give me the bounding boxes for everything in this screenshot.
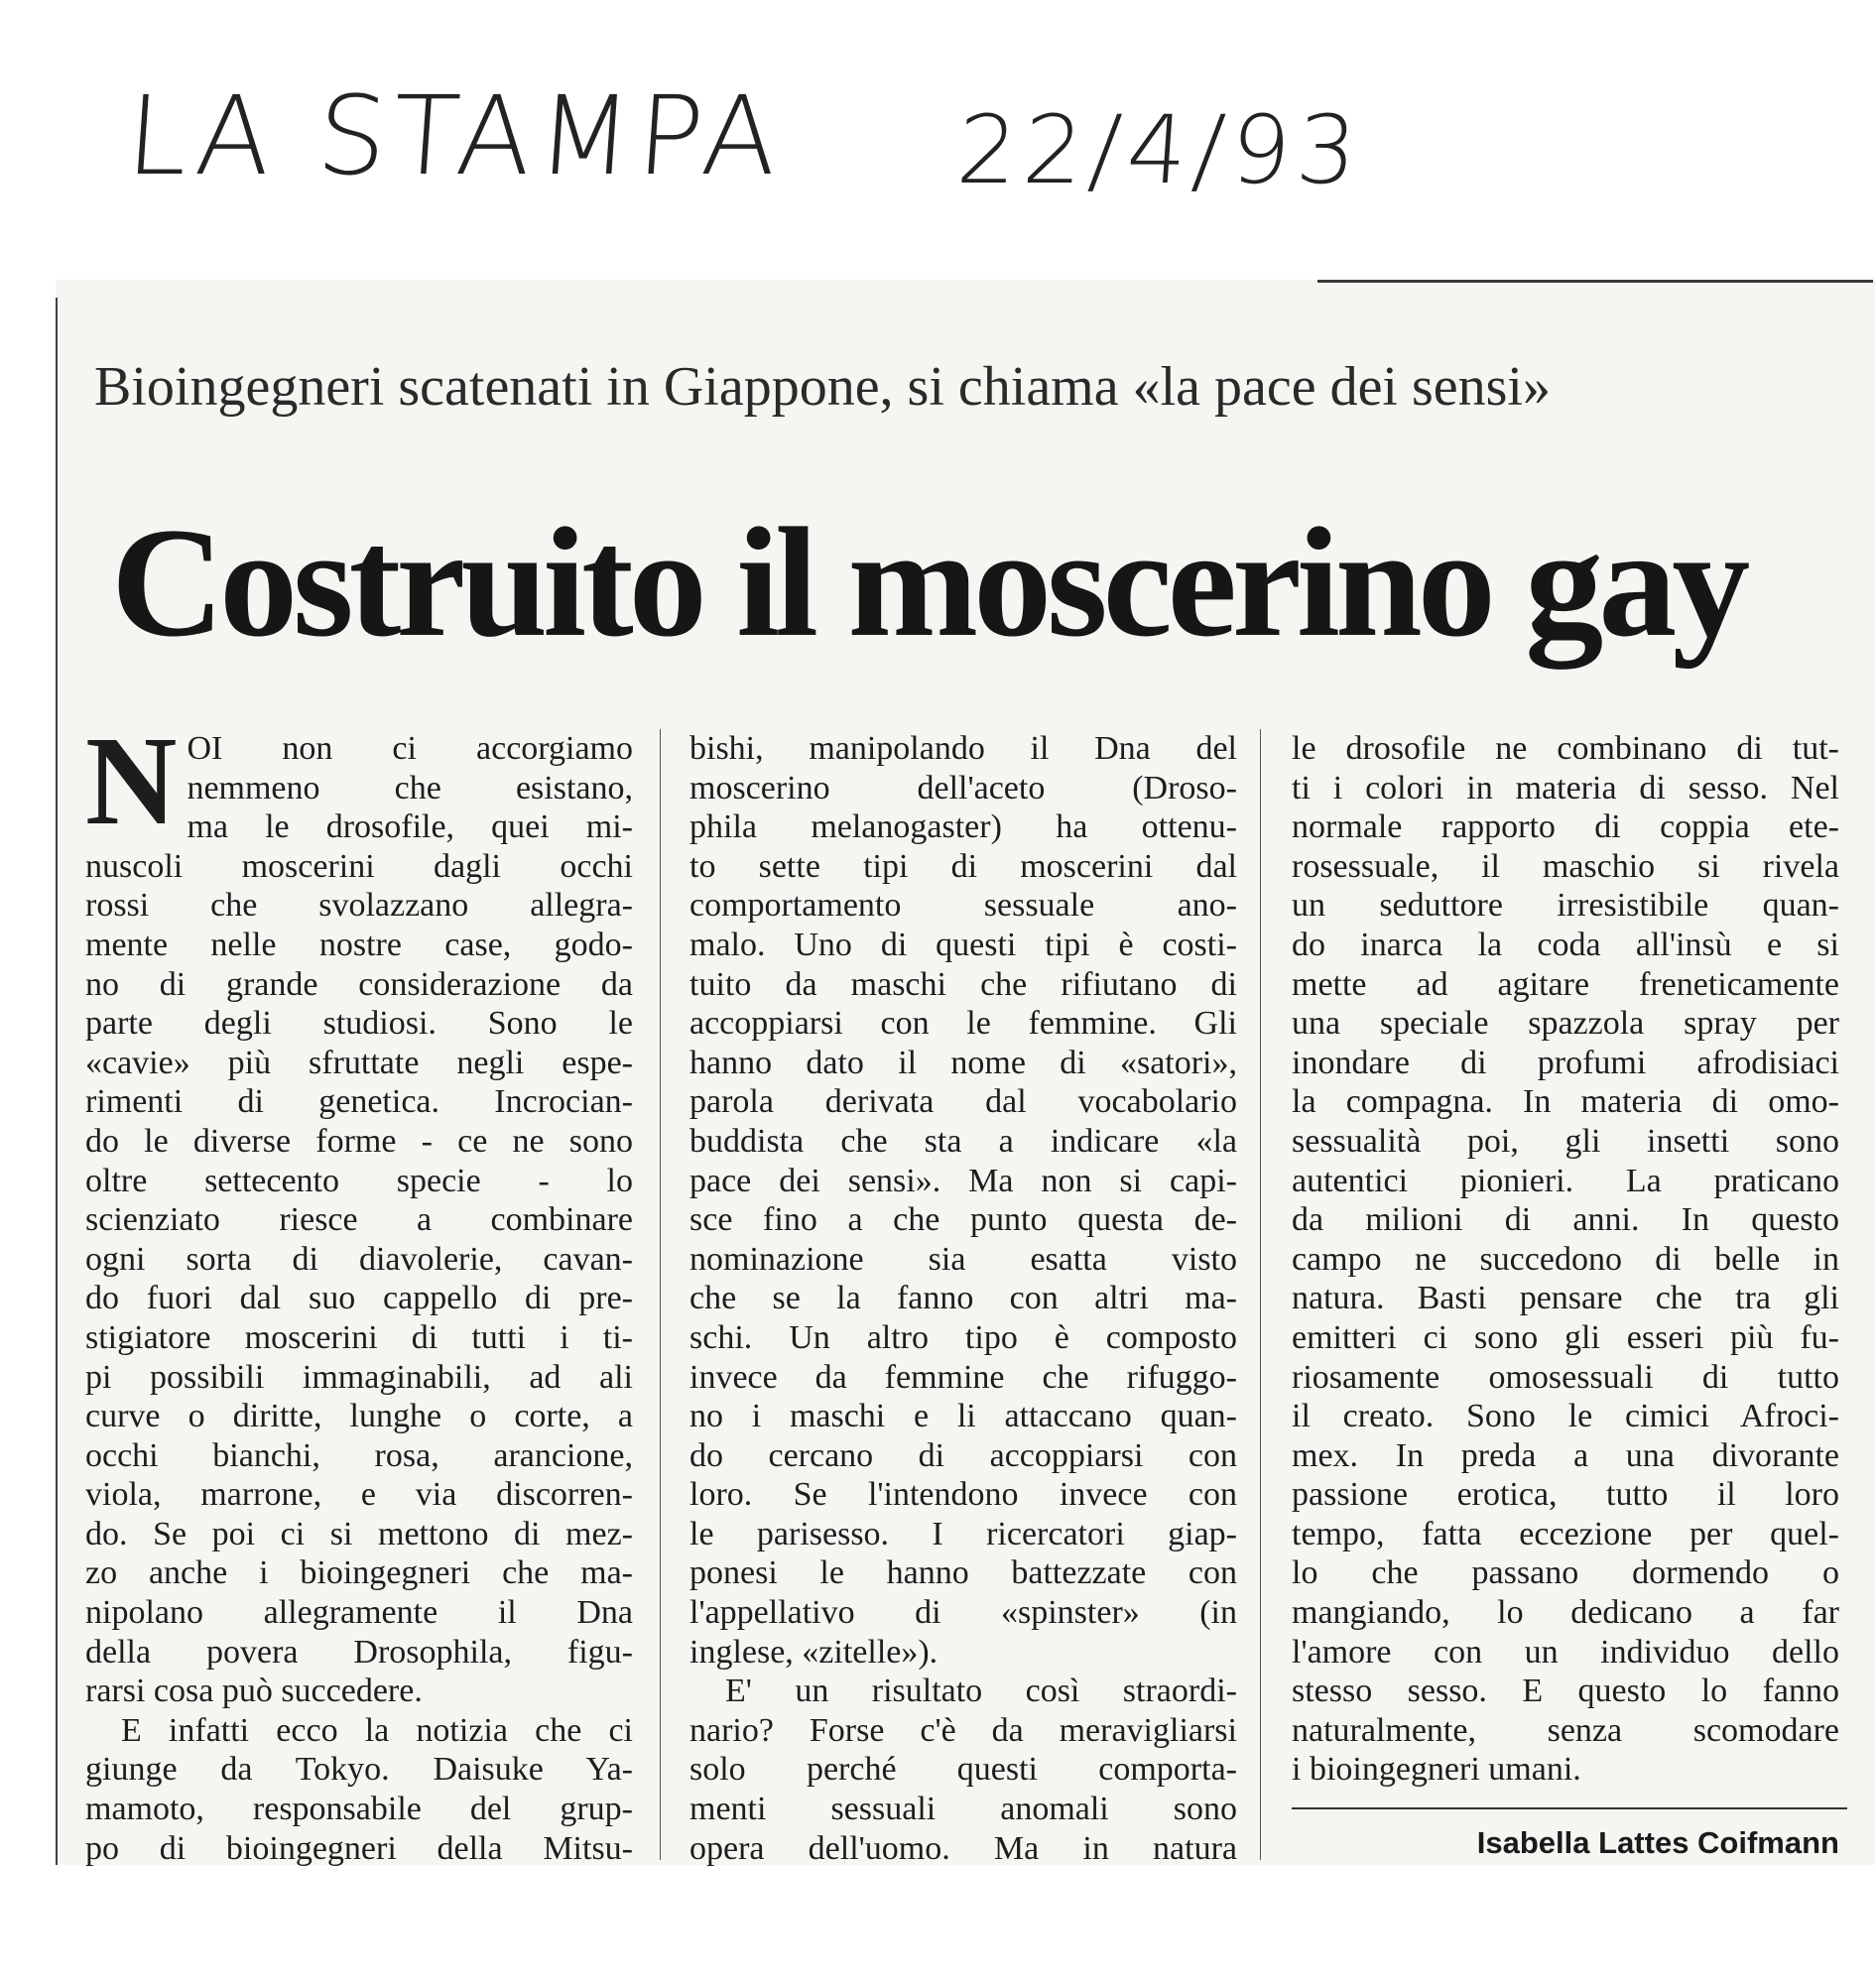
text-line: l'amore con un individuo dello (1292, 1633, 1839, 1671)
text-line: nipolano allegramente il Dna (85, 1594, 633, 1632)
text-line: tempo, fatta eccezione per quel- (1292, 1515, 1839, 1552)
text-line: do fuori dal suo cappello di pre- (85, 1280, 633, 1317)
text-line: stigiatore moscerini di tutti i ti- (85, 1318, 633, 1356)
text-line: ogni sorta di diavolerie, cavan- (85, 1240, 633, 1278)
column-rule (1260, 729, 1261, 1860)
text-line: E infatti ecco la notizia che ci (121, 1711, 633, 1749)
text-line: campo ne succedono di belle in (1292, 1240, 1839, 1278)
text-line: mette ad agitare freneticamente (1292, 965, 1839, 1003)
text-line: sessualità poi, gli insetti sono (1292, 1122, 1839, 1160)
text-line: nario? Forse c'è da meravigliarsi (689, 1711, 1237, 1749)
text-line: opera dell'uomo. Ma in natura (689, 1829, 1237, 1867)
text-line: sce fino a che punto questa de- (689, 1201, 1237, 1239)
text-line: do cercano di accoppiarsi con (689, 1436, 1237, 1474)
text-line: la compagna. In materia di omo- (1292, 1083, 1839, 1121)
text-line: comportamento sessuale ano- (689, 887, 1237, 925)
column-rule (660, 729, 661, 1860)
headline: Costruito il moscerino gay (111, 496, 1746, 670)
text-line: rosessuale, il maschio si rivela (1292, 847, 1839, 885)
text-line: bishi, manipolando il Dna del (689, 730, 1237, 767)
text-line: mamoto, responsabile del grup- (85, 1791, 633, 1828)
text-line: nuscoli moscerini dagli occhi (85, 847, 633, 885)
text-line: le parisesso. I ricercatori giap- (689, 1515, 1237, 1552)
text-line: le drosofile ne combinano di tut- (1292, 730, 1839, 767)
text-line: una speciale spazzola spray per (1292, 1005, 1839, 1043)
left-rule (56, 298, 58, 1865)
top-rule (1317, 280, 1873, 283)
text-line: nominazione sia esatta visto (689, 1240, 1237, 1278)
subheadline: Bioingegneri scatenati in Giappone, si chiama «la pace dei sensi» (94, 356, 1551, 418)
text-line: viola, marrone, e via discorren- (85, 1476, 633, 1514)
text-line: tuito da maschi che rifiutano di (689, 965, 1237, 1003)
text-line: nemmeno che esistano, (187, 769, 633, 806)
text-line: occhi bianchi, rosa, arancione, (85, 1436, 633, 1474)
article-column-3 (1292, 729, 1839, 1790)
text-line: passione erotica, tutto il loro (1292, 1476, 1839, 1514)
text-line: un seduttore irresistibile quan- (1292, 887, 1839, 925)
text-line: menti sessuali anomali sono (689, 1791, 1237, 1828)
text-line: ponesi le hanno battezzate con (689, 1554, 1237, 1592)
text-line: malo. Uno di questi tipi è costi- (689, 926, 1237, 963)
text-line: natura. Basti pensare che tra gli (1292, 1280, 1839, 1317)
text-line: mangiando, lo dedicano a far (1292, 1594, 1839, 1632)
text-line: schi. Un altro tipo è composto (689, 1318, 1237, 1356)
text-line: do le diverse forme - ce ne sono (85, 1122, 633, 1160)
text-line: «cavie» più sfruttate negli espe- (85, 1044, 633, 1081)
text-line: po di bioingegneri della Mitsu- (85, 1829, 633, 1867)
text-line: solo perché questi comporta- (689, 1751, 1237, 1789)
text-line: no i maschi e li attaccano quan- (689, 1398, 1237, 1435)
text-line: moscerino dell'aceto (Droso- (689, 769, 1237, 806)
text-line: inglese, «zitelle»). (689, 1633, 938, 1671)
article-column-2 (689, 729, 1237, 1868)
text-line: giunge da Tokyo. Daisuke Ya- (85, 1751, 633, 1789)
drop-cap: N (85, 710, 178, 851)
text-line: inondare di profumi afrodisiaci (1292, 1044, 1839, 1081)
text-line: lo che passano dormendo o (1292, 1554, 1839, 1592)
text-line: buddista che sta a indicare «la (689, 1122, 1237, 1160)
text-line: rimenti di genetica. Incrocian- (85, 1083, 633, 1121)
text-line: mente nelle nostre case, godo- (85, 926, 633, 963)
article-column-1 (85, 710, 633, 1868)
text-line: invece da femmine che rifuggo- (689, 1358, 1237, 1396)
text-line: stesso sesso. E questo lo fanno (1292, 1673, 1839, 1710)
text-line: della povera Drosophila, figu- (85, 1633, 633, 1671)
text-line: no di grande considerazione da (85, 965, 633, 1003)
byline-rule (1292, 1807, 1847, 1809)
text-line: phila melanogaster) ha ottenu- (689, 808, 1237, 846)
text-line: zo anche i bioingegneri che ma- (85, 1554, 633, 1592)
text-line: naturalmente, senza scomodare (1292, 1711, 1839, 1749)
text-line: parola derivata dal vocabolario (689, 1083, 1237, 1121)
text-line: da milioni di anni. In questo (1292, 1201, 1839, 1239)
text-line: rossi che svolazzano allegra- (85, 887, 633, 925)
text-line: emitteri ci sono gli esseri più fu- (1292, 1318, 1839, 1356)
text-line: accoppiarsi con le femmine. Gli (689, 1005, 1237, 1043)
text-line: oltre settecento specie - lo (85, 1162, 633, 1199)
text-line: do. Se poi ci si mettono di mez- (85, 1515, 633, 1552)
text-line: ma le drosofile, quei mi- (187, 808, 633, 846)
text-line: il creato. Sono le cimici Afroci- (1292, 1398, 1839, 1435)
byline: Isabella Lattes Coifmann (1476, 1825, 1839, 1860)
text-line: rarsi cosa può succedere. (85, 1673, 423, 1710)
text-line: autentici pionieri. La praticano (1292, 1162, 1839, 1199)
text-line: E' un risultato così straordi- (725, 1673, 1237, 1710)
handwritten-newspaper-name: LA STAMPA (122, 72, 788, 199)
text-line: mex. In preda a una divorante (1292, 1436, 1839, 1474)
text-line: do inarca la coda all'insù e si (1292, 926, 1839, 963)
text-line: hanno dato il nome di «satori», (689, 1044, 1237, 1081)
text-line: curve o diritte, lunghe o corte, a (85, 1398, 633, 1435)
text-line: OI non ci accorgiamo (187, 730, 633, 767)
handwritten-date: 22/4/93 (953, 96, 1367, 205)
text-line: che se la fanno con altri ma- (689, 1280, 1237, 1317)
text-line: i bioingegneri umani. (1292, 1751, 1581, 1789)
text-line: pi possibili immaginabili, ad ali (85, 1358, 633, 1396)
text-line: pace dei sensi». Ma non si capi- (689, 1162, 1237, 1199)
text-line: normale rapporto di coppia ete- (1292, 808, 1839, 846)
text-line: l'appellativo di «spinster» (in (689, 1594, 1237, 1632)
text-line: ti i colori in materia di sesso. Nel (1292, 769, 1839, 806)
text-line: to sette tipi di moscerini dal (689, 847, 1237, 885)
text-line: parte degli studiosi. Sono le (85, 1005, 633, 1043)
text-line: riosamente omosessuali di tutto (1292, 1358, 1839, 1396)
text-line: scienziato riesce a combinare (85, 1201, 633, 1239)
text-line: loro. Se l'intendono invece con (689, 1476, 1237, 1514)
